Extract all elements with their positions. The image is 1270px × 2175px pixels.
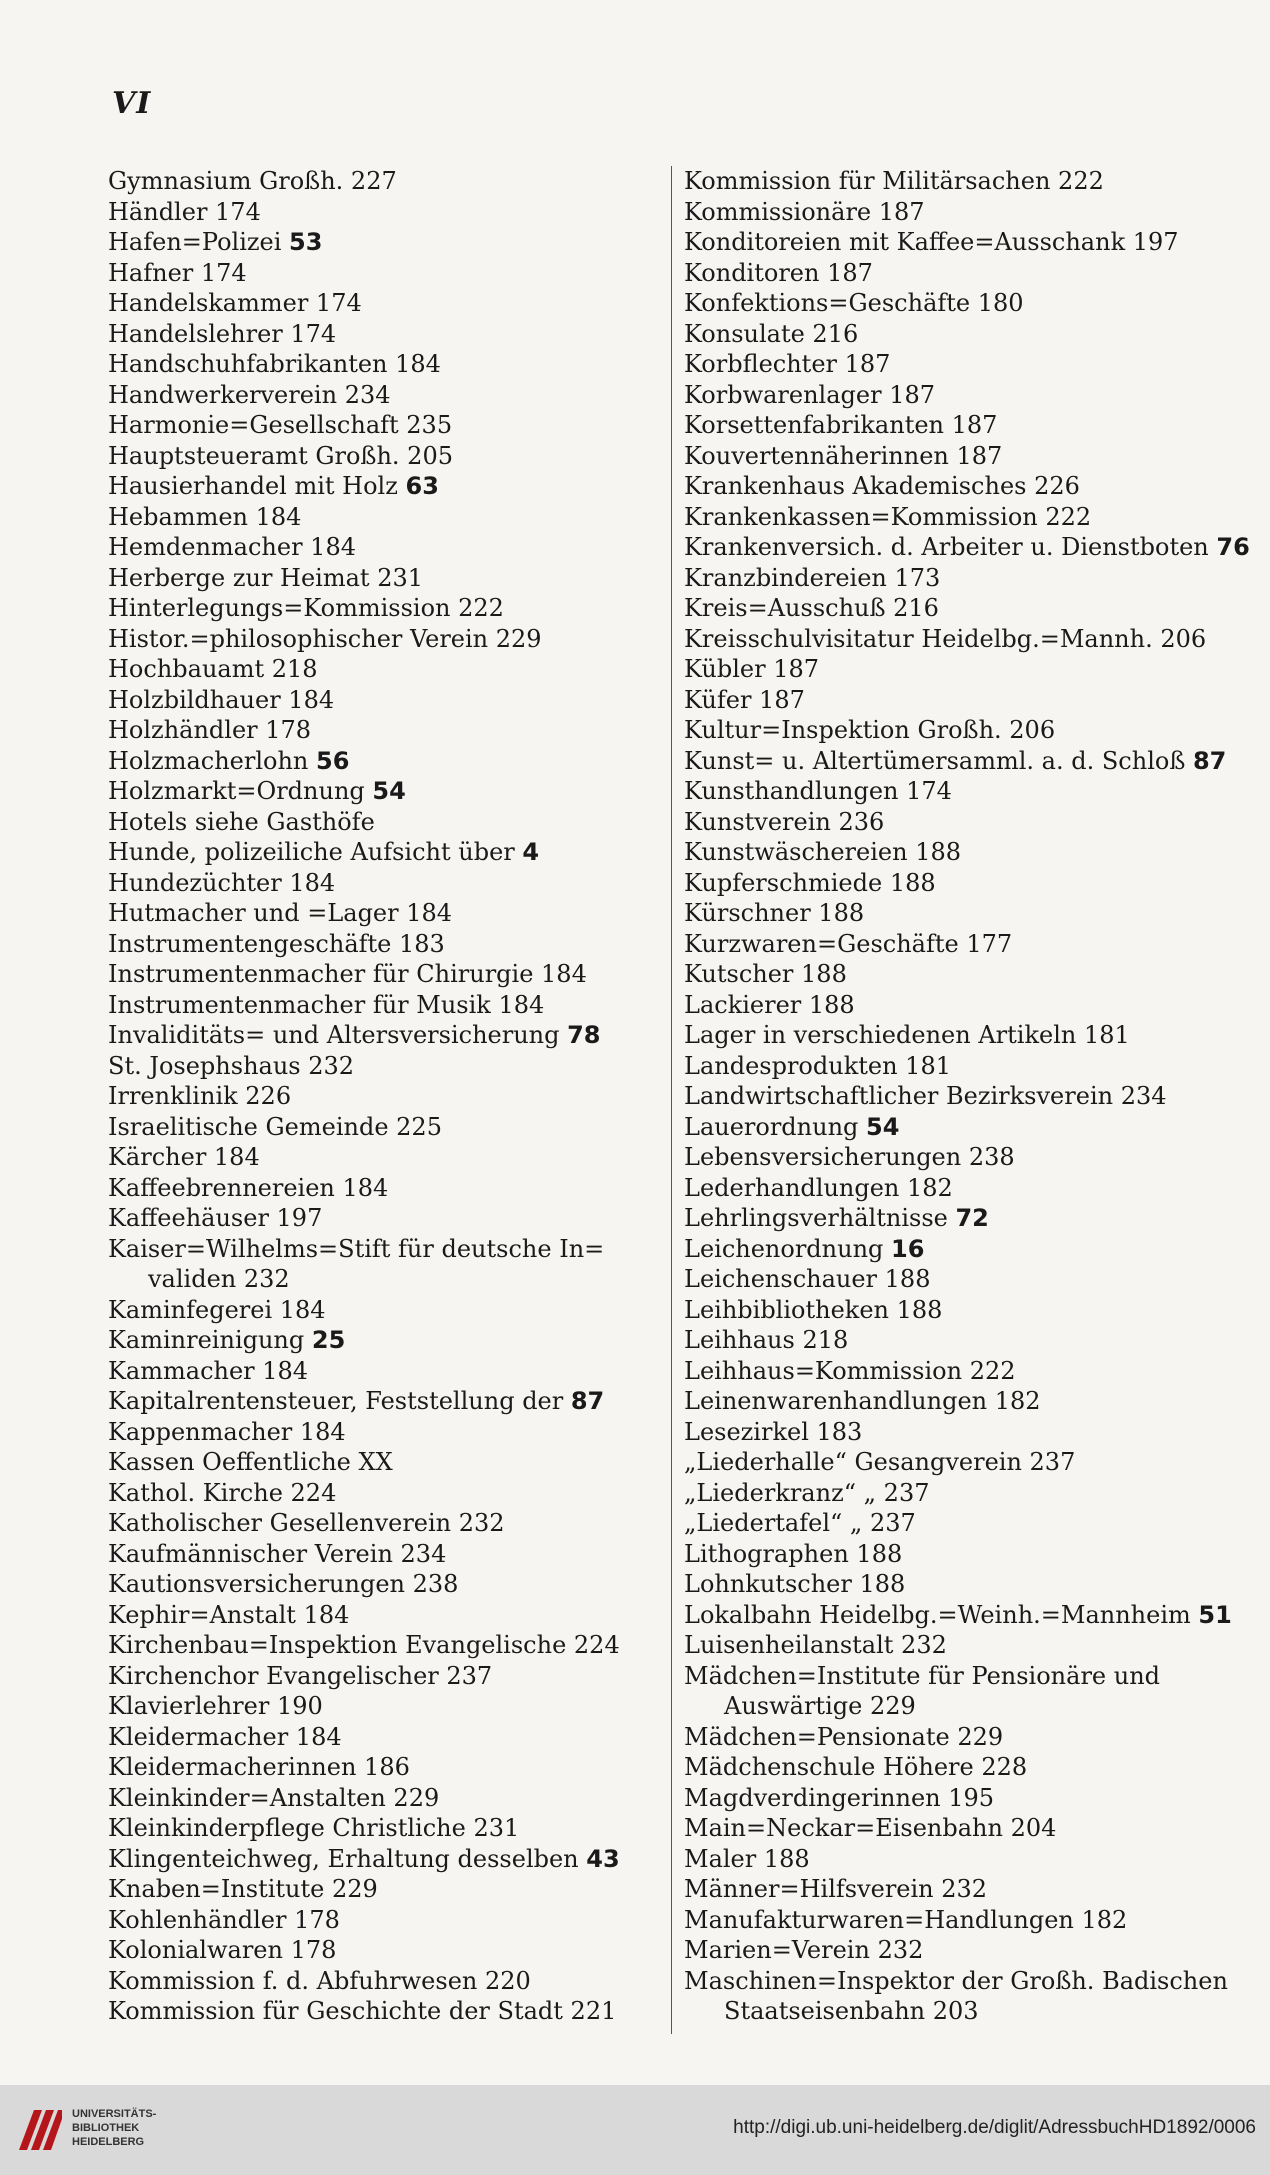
entry-text: Maschinen=Inspektor der Großh. Badischen (684, 1966, 1228, 1995)
entry-text: Kutscher 188 (684, 960, 847, 988)
index-entry (108, 837, 648, 868)
entry-text: Kaufmännischer Verein 234 (108, 1539, 447, 1568)
entry-text: Konsulate 216 (684, 319, 859, 348)
index-entry (684, 929, 1244, 960)
index-entry (684, 1966, 1244, 1997)
entry-text: Kouvertennäherinnen 187 (684, 441, 1003, 470)
entry-text: Auswärtige 229 (724, 1692, 916, 1720)
entry-text: Leichenschauer 188 (684, 1265, 931, 1293)
entry-text: Mädchenschule Höhere 228 (684, 1753, 1028, 1781)
index-entry (684, 1295, 1244, 1326)
index-entry (684, 1905, 1244, 1936)
entry-text: Kunstverein 236 (684, 807, 885, 836)
entry-text: Handelslehrer 174 (108, 319, 337, 348)
index-entry (684, 1874, 1244, 1905)
index-entry (684, 1356, 1244, 1387)
entry-text: Leichenordnung (684, 1234, 892, 1263)
index-entry (684, 990, 1244, 1021)
source-url-link[interactable]: http://digi.ub.uni-heidelberg.de/diglit/AdressbuchHD1892/0006 (733, 2117, 1256, 2138)
entry-bold-page-ref: 56 (316, 746, 350, 775)
index-entry (684, 898, 1244, 929)
entry-text: Israelitische Gemeinde 225 (108, 1112, 442, 1141)
index-entry (108, 1661, 648, 1692)
index-entry (684, 441, 1244, 472)
footer-bar (0, 2085, 1270, 2175)
entry-text: Staatseisenbahn 203 (724, 1997, 979, 2025)
entry-text: Korbflechter 187 (684, 350, 891, 378)
index-entry (684, 1996, 1244, 2027)
index-entry (684, 1173, 1244, 1204)
index-entry (684, 1630, 1244, 1661)
library-name-line: UNIVERSITÄTS- (72, 2108, 157, 2120)
index-entry (684, 1112, 1244, 1143)
index-entry (684, 807, 1244, 838)
index-entry (108, 1356, 648, 1387)
entry-text: Küfer 187 (684, 685, 805, 714)
index-entry (684, 1234, 1244, 1265)
index-entry (684, 166, 1244, 197)
index-entry (684, 1661, 1244, 1692)
index-entry (108, 1905, 648, 1936)
entry-text: Kommission f. d. Abfuhrwesen 220 (108, 1966, 531, 1995)
entry-text: Kleidermacher 184 (108, 1722, 342, 1751)
entry-text: Kunsthandlungen 174 (684, 777, 952, 805)
index-entry (684, 837, 1244, 868)
index-entry (684, 1569, 1244, 1600)
index-entry (684, 1752, 1244, 1783)
entry-text: Hunde, polizeiliche Aufsicht über (108, 838, 523, 866)
entry-bold-page-ref: 25 (311, 1326, 346, 1354)
entry-text: Holzmacherlohn (108, 746, 317, 775)
index-entry (684, 349, 1244, 380)
index-entry (108, 1691, 648, 1722)
index-entry (684, 288, 1244, 319)
index-entry (108, 1264, 648, 1295)
index-entry (108, 1417, 648, 1448)
entry-bold-page-ref: 54 (866, 1112, 900, 1141)
index-entry (108, 410, 648, 441)
entry-text: Kärcher 184 (108, 1143, 260, 1171)
index-entry (684, 227, 1244, 258)
library-name-line: BIBLIOTHEK (72, 2122, 140, 2134)
index-entry (108, 1996, 648, 2027)
entry-text: Maler 188 (684, 1844, 810, 1873)
entry-text: Korbwarenlager 187 (684, 380, 936, 409)
entry-text: Klavierlehrer 190 (108, 1692, 323, 1720)
index-entry (108, 1020, 648, 1051)
entry-text: Kassen Oeffentliche XX (108, 1448, 393, 1476)
entry-text: Lackierer 188 (684, 990, 855, 1019)
index-entry (684, 471, 1244, 502)
entry-text: Lithographen 188 (684, 1539, 903, 1568)
entry-text: Krankenhaus Akademisches 226 (684, 472, 1080, 500)
entry-text: Männer=Hilfsverein 232 (684, 1875, 988, 1903)
index-entry (108, 1386, 648, 1417)
index-entry (108, 1234, 648, 1265)
entry-text: Histor.=philosophischer Verein 229 (108, 624, 542, 653)
entry-text: Korsettenfabrikanten 187 (684, 411, 998, 439)
index-entry (108, 868, 648, 899)
entry-text: Harmonie=Gesellschaft 235 (108, 411, 453, 439)
index-entry (108, 1752, 648, 1783)
entry-text: Lebensversicherungen 238 (684, 1143, 1015, 1171)
entry-text: Kurzwaren=Geschäfte 177 (684, 929, 1013, 958)
index-entry (108, 1295, 648, 1326)
entry-text: Kapitalrentensteuer, Feststellung der (108, 1387, 571, 1415)
index-entry (684, 380, 1244, 411)
entry-text: Irrenklinik 226 (108, 1082, 292, 1110)
entry-text: Hutmacher und =Lager 184 (108, 899, 453, 927)
entry-text: Manufakturwaren=Handlungen 182 (684, 1905, 1128, 1934)
index-entry (108, 685, 648, 716)
entry-text: Magdverdingerinnen 195 (684, 1783, 995, 1812)
entry-text: Hotels siehe Gasthöfe (108, 807, 375, 836)
entry-text: Luisenheilanstalt 232 (684, 1631, 947, 1659)
entry-text: Handschuhfabrikanten 184 (108, 350, 441, 378)
index-entry (108, 746, 648, 777)
index-entry (684, 1447, 1244, 1478)
index-entry (684, 1600, 1244, 1631)
index-entry (108, 1539, 648, 1570)
entry-text: Kautionsversicherungen 238 (108, 1570, 459, 1598)
index-entry (108, 654, 648, 685)
entry-text: Kammacher 184 (108, 1356, 309, 1385)
entry-text: Hausierhandel mit Holz (108, 472, 406, 500)
index-entry (108, 776, 648, 807)
entry-bold-page-ref: 4 (522, 838, 540, 866)
entry-text: Mädchen=Institute für Pensionäre und (684, 1661, 1161, 1690)
index-entry (684, 532, 1250, 563)
entry-text: Kürschner 188 (684, 899, 865, 927)
entry-text: Krankenkassen=Kommission 222 (684, 502, 1092, 531)
entry-text: Konfektions=Geschäfte 180 (684, 289, 1024, 317)
entry-text: Kaiser=Wilhelms=Stift für deutsche In= (108, 1234, 605, 1263)
index-entry (108, 197, 648, 228)
entry-text: Kaffeehäuser 197 (108, 1204, 323, 1232)
index-entry (684, 1051, 1244, 1082)
index-entry (108, 1142, 648, 1173)
index-entry (684, 319, 1244, 350)
index-entry (684, 1691, 1244, 1722)
entry-text: Gymnasium Großh. 227 (108, 167, 397, 195)
index-entry (108, 624, 648, 655)
index-entry (108, 593, 648, 624)
entry-text: Holzmarkt=Ordnung (108, 777, 373, 805)
entry-text: Lohnkutscher 188 (684, 1570, 906, 1598)
entry-bold-page-ref: 72 (955, 1204, 989, 1232)
index-entry (684, 1264, 1244, 1295)
library-name-line: HEIDELBERG (72, 2136, 145, 2148)
entry-bold-page-ref: 43 (586, 1844, 620, 1873)
entry-text: Kleinkinderpflege Christliche 231 (108, 1814, 520, 1842)
index-entry (684, 1325, 1244, 1356)
index-entry (108, 1569, 648, 1600)
entry-text: „Liederkranz“ „ 237 (684, 1478, 930, 1507)
entry-text: Kathol. Kirche 224 (108, 1478, 337, 1507)
index-entry (684, 624, 1244, 655)
index-entry (108, 441, 648, 472)
entry-text: Landwirtschaftlicher Bezirksverein 234 (684, 1082, 1167, 1110)
index-entry (108, 258, 648, 289)
entry-text: Lehrlingsverhältnisse (684, 1204, 956, 1232)
entry-text: Instrumentengeschäfte 183 (108, 929, 445, 958)
index-entry (108, 288, 648, 319)
index-entry (108, 227, 648, 258)
index-entry (684, 1081, 1244, 1112)
entry-text: Kleidermacherinnen 186 (108, 1753, 410, 1781)
index-entry (684, 1417, 1244, 1448)
index-entry (108, 1600, 648, 1631)
index-entry (108, 166, 648, 197)
entry-bold-page-ref: 16 (891, 1234, 925, 1263)
entry-text: Hundezüchter 184 (108, 868, 336, 897)
index-entry (108, 471, 648, 502)
index-entry (108, 715, 648, 746)
entry-text: Instrumentenmacher für Chirurgie 184 (108, 960, 587, 988)
index-entry (684, 258, 1244, 289)
index-entry (108, 1844, 648, 1875)
index-entry (684, 776, 1244, 807)
index-entry (108, 532, 648, 563)
entry-bold-page-ref: 51 (1198, 1600, 1232, 1629)
index-entry (108, 1051, 648, 1082)
entry-bold-page-ref: 63 (405, 472, 439, 500)
entry-text: Kirchenbau=Inspektion Evangelische 224 (108, 1631, 620, 1659)
index-entry (684, 1813, 1244, 1844)
entry-text: Hafen=Polizei (108, 228, 290, 256)
entry-text: Holzbildhauer 184 (108, 685, 335, 714)
entry-bold-page-ref: 87 (570, 1387, 605, 1415)
index-entry (108, 1447, 648, 1478)
entry-text: Herberge zur Heimat 231 (108, 563, 423, 592)
entry-text: Kohlenhändler 178 (108, 1905, 340, 1934)
index-entry (108, 990, 648, 1021)
entry-text: Klingenteichweg, Erhaltung desselben (108, 1844, 587, 1873)
entry-text: „Liederhalle“ Gesangverein 237 (684, 1448, 1076, 1476)
index-entry (684, 197, 1244, 228)
index-entry (684, 1844, 1244, 1875)
entry-text: Lederhandlungen 182 (684, 1173, 953, 1202)
index-entry (684, 1203, 1244, 1234)
index-entry (108, 502, 648, 533)
index-entry (108, 1935, 648, 1966)
index-entry (108, 1173, 648, 1204)
entry-text: Kirchenchor Evangelischer 237 (108, 1661, 493, 1690)
index-entry (684, 715, 1244, 746)
index-entry (684, 868, 1244, 899)
entry-text: Kommissionäre 187 (684, 197, 925, 226)
entry-text: Main=Neckar=Eisenbahn 204 (684, 1814, 1057, 1842)
index-entry (108, 898, 648, 929)
index-entry (684, 959, 1244, 990)
entry-text: Kappenmacher 184 (108, 1417, 346, 1446)
entry-text: Hebammen 184 (108, 502, 302, 531)
entry-text: Kleinkinder=Anstalten 229 (108, 1783, 440, 1812)
entry-text: Hemdenmacher 184 (108, 533, 356, 561)
index-entry (684, 1386, 1244, 1417)
index-entry (108, 1722, 648, 1753)
index-entry (108, 1478, 648, 1509)
entry-text: validen 232 (148, 1265, 290, 1293)
entry-text: Kaminreinigung (108, 1326, 312, 1354)
library-name (72, 2107, 156, 2149)
index-entry (108, 1325, 648, 1356)
entry-text: Holzhändler 178 (108, 716, 312, 744)
entry-text: Handelskammer 174 (108, 289, 362, 317)
entry-text: Lokalbahn Heidelbg.=Weinh.=Mannheim (684, 1600, 1199, 1629)
entry-text: Lager in verschiedenen Artikeln 181 (684, 1021, 1130, 1049)
index-entry (108, 380, 648, 411)
entry-text: Kommission für Militärsachen 222 (684, 167, 1104, 195)
entry-text: Kupferschmiede 188 (684, 868, 936, 897)
entry-bold-page-ref: 78 (567, 1021, 601, 1049)
page-number: VI (112, 86, 152, 121)
entry-bold-page-ref: 87 (1192, 746, 1227, 775)
entry-text: Kunstwäschereien 188 (684, 838, 961, 866)
entry-text: Kolonialwaren 178 (108, 1936, 337, 1964)
index-entry (108, 929, 648, 960)
index-entry (108, 1508, 648, 1539)
index-entry (684, 1478, 1244, 1509)
entry-text: „Liedertafel“ „ 237 (684, 1509, 916, 1537)
index-column-right (684, 166, 1250, 2027)
entry-text: Kaminfegerei 184 (108, 1295, 326, 1324)
entry-text: Kaffeebrennereien 184 (108, 1173, 389, 1202)
entry-text: Lauerordnung (684, 1112, 867, 1141)
entry-text: Krankenversich. d. Arbeiter u. Dienstboten (684, 533, 1217, 561)
index-entry (684, 1783, 1244, 1814)
entry-text: Landesprodukten 181 (684, 1051, 951, 1080)
index-entry (108, 1813, 648, 1844)
index-entry (108, 1081, 648, 1112)
index-entry (684, 654, 1244, 685)
entry-text: Kultur=Inspektion Großh. 206 (684, 716, 1056, 744)
entry-text: Kranzbindereien 173 (684, 563, 941, 592)
entry-text: Kephir=Anstalt 184 (108, 1600, 350, 1629)
entry-text: Hafner 174 (108, 258, 247, 287)
entry-text: Händler 174 (108, 197, 261, 226)
index-entry (684, 593, 1244, 624)
entry-text: Hochbauamt 218 (108, 655, 318, 683)
entry-text: Hinterlegungs=Kommission 222 (108, 594, 504, 622)
entry-text: Leihbibliotheken 188 (684, 1295, 943, 1324)
entry-text: Kunst= u. Altertümersamml. a. d. Schloß (684, 746, 1193, 775)
entry-text: Kreis=Ausschuß 216 (684, 594, 939, 622)
entry-text: Kübler 187 (684, 655, 820, 683)
entry-text: Mädchen=Pensionate 229 (684, 1722, 1004, 1751)
entry-bold-page-ref: 54 (372, 777, 406, 805)
index-entry (108, 1874, 648, 1905)
index-entry (108, 959, 648, 990)
entry-text: St. Josephshaus 232 (108, 1051, 355, 1080)
university-seal-icon (14, 2105, 64, 2155)
index-entry (684, 410, 1244, 441)
entry-text: Leihhaus 218 (684, 1326, 849, 1354)
index-entry (108, 1112, 648, 1143)
entry-text: Instrumentenmacher für Musik 184 (108, 990, 545, 1019)
index-entry (684, 1539, 1244, 1570)
entry-text: Kreisschulvisitatur Heidelbg.=Mannh. 206 (684, 624, 1207, 653)
index-entry (108, 349, 648, 380)
index-entry (108, 1203, 648, 1234)
entry-text: Konditoreien mit Kaffee=Ausschank 197 (684, 228, 1179, 256)
entry-bold-page-ref: 76 (1216, 533, 1250, 561)
index-entry (684, 1935, 1244, 1966)
entry-text: Lesezirkel 183 (684, 1417, 863, 1446)
index-entry (108, 1966, 648, 1997)
index-entry (684, 1020, 1244, 1051)
entry-bold-page-ref: 53 (289, 228, 323, 256)
entry-text: Knaben=Institute 229 (108, 1875, 378, 1903)
entry-text: Invaliditäts= und Altersversicherung (108, 1021, 568, 1049)
column-divider (671, 166, 672, 2034)
index-entry (684, 502, 1244, 533)
index-entry (108, 563, 648, 594)
entry-text: Leinenwarenhandlungen 182 (684, 1387, 1041, 1415)
index-entry (108, 319, 648, 350)
index-entry (684, 685, 1244, 716)
index-column-left (108, 166, 648, 2027)
index-entry (684, 1508, 1244, 1539)
index-entry (684, 1142, 1244, 1173)
entry-text: Katholischer Gesellenverein 232 (108, 1509, 505, 1537)
entry-text: Hauptsteueramt Großh. 205 (108, 441, 453, 470)
index-entry (684, 1722, 1244, 1753)
entry-text: Handwerkerverein 234 (108, 380, 391, 409)
index-entry (684, 563, 1244, 594)
index-entry (108, 807, 648, 838)
index-entry (108, 1783, 648, 1814)
entry-text: Kommission für Geschichte der Stadt 221 (108, 1997, 617, 2025)
index-entry (108, 1630, 648, 1661)
entry-text: Konditoren 187 (684, 258, 873, 287)
entry-text: Leihhaus=Kommission 222 (684, 1356, 1016, 1385)
index-entry (684, 746, 1244, 777)
entry-text: Marien=Verein 232 (684, 1936, 924, 1964)
